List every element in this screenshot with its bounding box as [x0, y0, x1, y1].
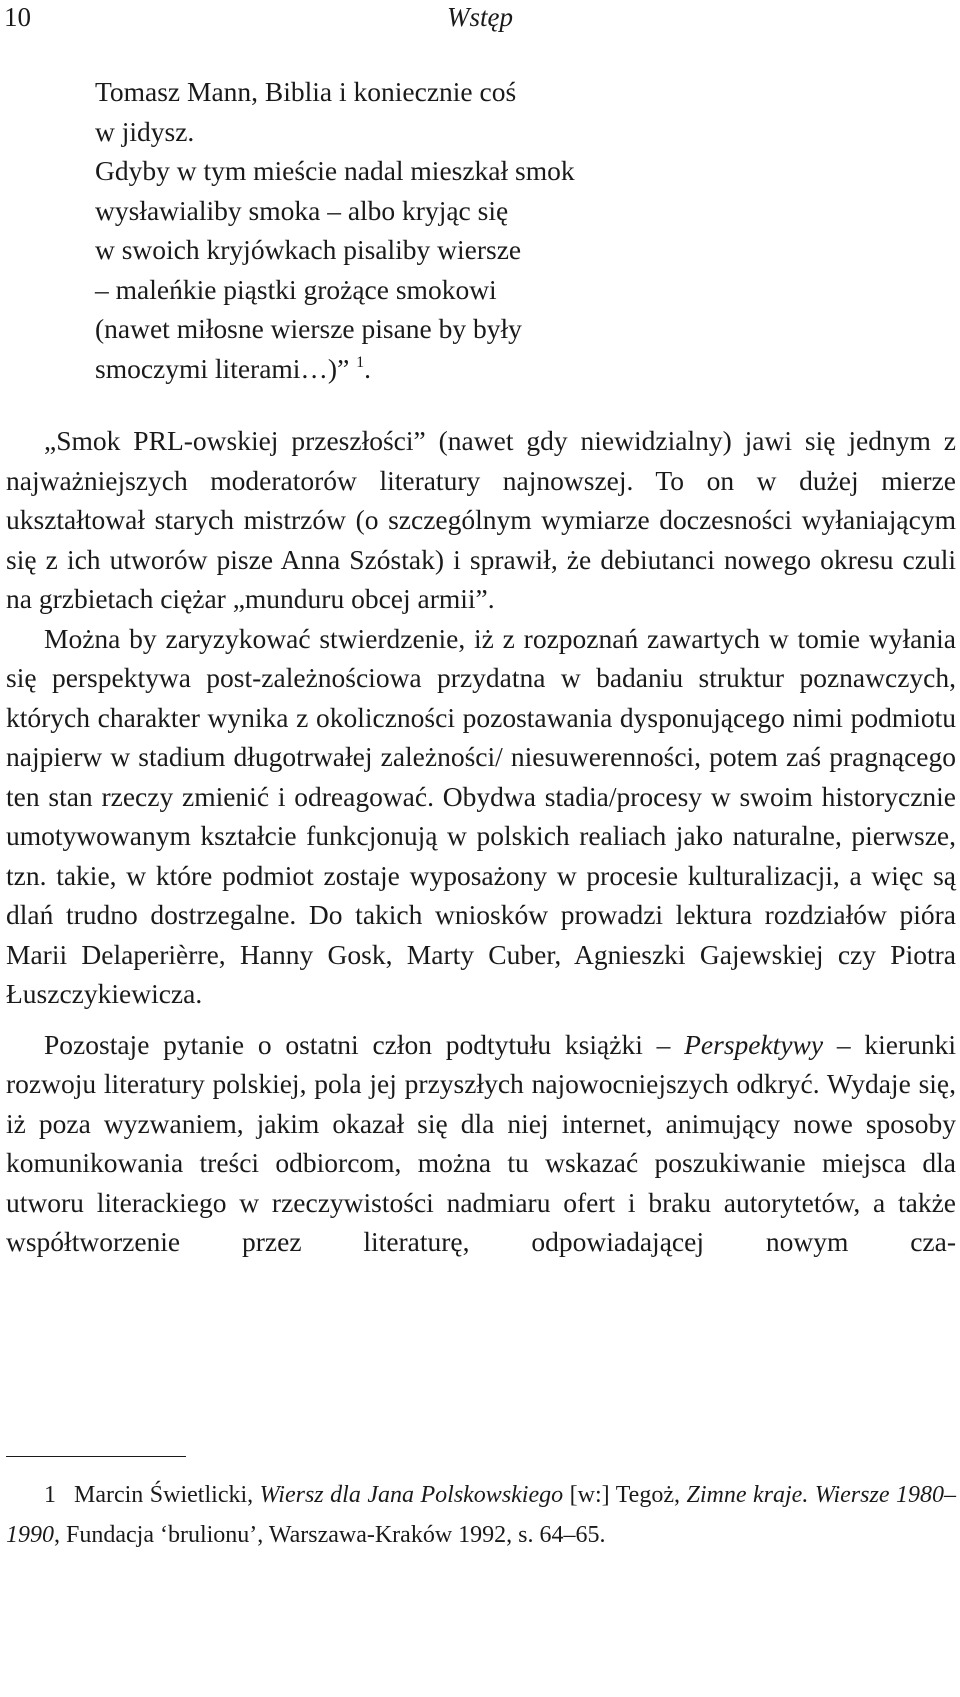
footnote-in-label: [w:] Tegoż,: [563, 1482, 687, 1508]
footnote-work-title: Wiersz dla Jana Polskowskiego: [259, 1482, 564, 1508]
verse-line: Gdyby w tym mieście nadal mieszkał smok: [95, 155, 575, 186]
verse-line: w swoich kryjówkach pisaliby wiersze: [95, 234, 522, 265]
verse-line: w jidysz.: [95, 115, 195, 147]
footnote: [6, 1475, 956, 1555]
verse-tail: .: [364, 352, 372, 384]
footnote-divider: [6, 1456, 186, 1457]
page-number: 10: [4, 2, 31, 32]
verse-line: Tomasz Mann, Biblia i koniecznie coś: [95, 76, 517, 107]
paragraph-perspectives: [6, 1025, 956, 1262]
main-text: [6, 72, 956, 1262]
verse-line: wysławialiby smoka – albo kryjąc się: [95, 194, 509, 226]
verse-quotation: [95, 72, 956, 388]
paragraph-post-dependency: Można by zaryzykować stwierdzenie, iż z rozpoznań zawartych w tomie wyłania się perspektywa post-zależnościowa przydatna w badaniu struktur poznawczych, których charakter wynika z okoliczności pozostawania dysponującego nimi podmiotu najpierw w stadium długotrwałej zależności/ niesuwerenności, potem zaś pragnącego ten stan rzeczy zmienić i odreagować. Obydwa stadia/procesy w swoim historycznie umotywowanym kształcie funkcjonują w polskich realiach jako naturalne, pierwsze, tzn. takie, w które podmiot zostaje wyposażony w procesie kulturalizacji, a więc są dlań trudno dostrzegalne. Do takich wniosków prowadzi lektura rozdziałów pióra Marii Delaperièrre, Hanny Gosk, Marty Cuber, Agnieszki Gajewskiej czy Piotra Łuszczykiewicza.: [6, 622, 956, 1009]
paragraph-text: Pozostaje pytanie o ostatni człon podtytułu książki –: [44, 1028, 685, 1060]
verse-line: (nawet miłosne wiersze pisane by były: [95, 313, 522, 344]
paragraph-smok: „Smok PRL-owskiej przeszłości” (nawet gdy niewidzialny) jawi się jednym z najważniejszych moderatorów literatury najnowszej. To on w dużej mierze ukształtował starych mistrzów (o szczególnym wymiarze doczesności wyłaniającym się z ich utworów pisze Anna Szóstak) i sprawił, że debiutanci nowego okresu czuli na grzbietach ciężar „munduru obcej armii”.: [6, 425, 956, 614]
footnote-publication: , Fundacja ‘brulionu’, Warszawa-Kraków 1992, s. 64–65.: [54, 1522, 606, 1548]
running-head: [0, 0, 960, 40]
running-head-title: Wstęp: [447, 2, 513, 32]
footnote-book-title: Zimne kraje. Wiersze 1980–1990: [6, 1482, 956, 1548]
verse-line-last: [95, 349, 956, 389]
verse-line-text: smoczymi literami…)”: [95, 352, 350, 384]
verse-line: – maleńkie piąstki grożące smokowi: [95, 273, 497, 305]
footnote-reference: 1: [356, 353, 365, 371]
footnote-mark: 1: [44, 1482, 56, 1508]
paragraph-text: – kierunki rozwoju literatury polskiej, pola jej przyszłych najowocniejszych odkryć. Wydaje się, iż poza wyzwaniem, jakim okazał się dla niej internet, animujący nowe sposoby komunikowania treści odbiorcom, można tu wskazać poszukiwanie miejsca dla utworu literackiego w rzeczywistości nadmiaru ofert i braku autorytetów, a także współtworzenie przez literaturę, odpowiadającej nowym cza-: [6, 1028, 956, 1257]
footnote-author: Marcin Świetlicki,: [74, 1482, 260, 1508]
subtitle-term: Perspektywy: [684, 1028, 824, 1060]
